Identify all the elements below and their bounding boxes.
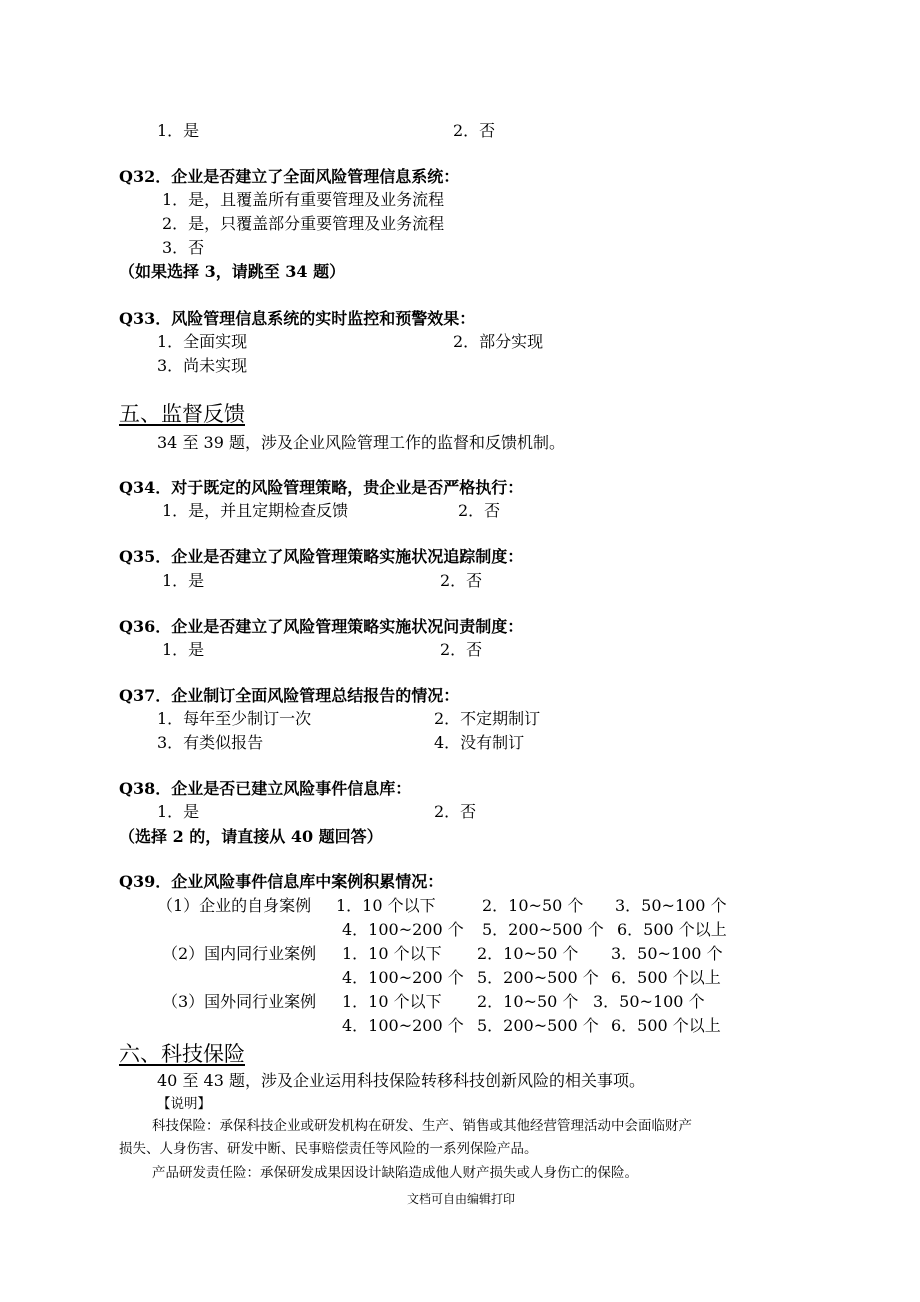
q36-option-1: 1．是 xyxy=(162,640,205,659)
q39-row-2-option-2: 2．10~50 个 xyxy=(477,944,579,963)
q38-option-2: 2．否 xyxy=(434,802,477,821)
q37-option-2: 2．不定期制订 xyxy=(434,709,541,728)
q33-option-2: 2．部分实现 xyxy=(453,332,544,351)
q35-option-1: 1．是 xyxy=(162,571,205,590)
section-6-note-label: 【说明】 xyxy=(157,1096,211,1112)
q32-note: （如果选择 3，请跳至 34 题） xyxy=(119,262,346,281)
q38-note: （选择 2 的，请直接从 40 题回答） xyxy=(119,827,383,846)
q39-row-2-option-3: 3．50~100 个 xyxy=(611,944,723,963)
section-6-heading: 六、科技保险 xyxy=(119,1042,245,1066)
q39-row-2-option-4: 4．100~200 个 xyxy=(342,968,464,987)
q34-option-2: 2．否 xyxy=(458,501,501,520)
q39-row-1-option-6: 6．500 个以上 xyxy=(617,920,727,939)
section-5-intro: 34 至 39 题，涉及企业风险管理工作的监督和反馈机制。 xyxy=(157,433,565,452)
section-6-paragraph-1b: 损失、人身伤害、研发中断、民事赔偿责任等风险的一系列保险产品。 xyxy=(119,1141,538,1157)
q36-title: Q36．企业是否建立了风险管理策略实施状况问责制度： xyxy=(119,617,524,636)
q39-row-1-option-1: 1．10 个以下 xyxy=(336,896,436,915)
q35-title: Q35．企业是否建立了风险管理策略实施状况追踪制度： xyxy=(119,547,524,566)
q31-option-1: 1．是 xyxy=(157,121,200,140)
q32-option-3: 3．否 xyxy=(162,238,205,257)
q35-option-2: 2．否 xyxy=(440,571,483,590)
q39-row-3-option-5: 5．200~500 个 xyxy=(477,1016,599,1035)
section-5-heading: 五、监督反馈 xyxy=(119,402,245,426)
q37-option-1: 1．每年至少制订一次 xyxy=(157,709,312,728)
q32-title: Q32．企业是否建立了全面风险管理信息系统： xyxy=(119,167,460,186)
section-6-paragraph-2: 产品研发责任险：承保研发成果因设计缺陷造成他人财产损失或人身伤亡的保险。 xyxy=(152,1165,638,1181)
q39-row-2-label: （2）国内同行业案例 xyxy=(162,944,317,963)
page-footer: 文档可自由编辑打印 xyxy=(407,1192,516,1206)
q38-option-1: 1．是 xyxy=(157,802,200,821)
q32-option-1: 1．是，且覆盖所有重要管理及业务流程 xyxy=(162,190,445,209)
q39-row-3-option-6: 6．500 个以上 xyxy=(611,1016,721,1035)
q37-option-3: 3．有类似报告 xyxy=(157,733,264,752)
q32-option-2: 2．是，只覆盖部分重要管理及业务流程 xyxy=(162,214,445,233)
q39-row-1-option-5: 5．200~500 个 xyxy=(482,920,604,939)
q39-row-3-option-1: 1．10 个以下 xyxy=(342,992,442,1011)
q33-title: Q33．风险管理信息系统的实时监控和预警效果： xyxy=(119,309,476,328)
q36-option-2: 2．否 xyxy=(440,640,483,659)
q34-option-1: 1．是，并且定期检查反馈 xyxy=(162,501,349,520)
q39-title: Q39．企业风险事件信息库中案例积累情况： xyxy=(119,872,444,891)
q34-title: Q34．对于既定的风险管理策略，贵企业是否严格执行： xyxy=(119,478,524,497)
q39-row-1-option-2: 2．10~50 个 xyxy=(482,896,584,915)
q31-option-2: 2．否 xyxy=(453,121,496,140)
q39-row-3-option-3: 3．50~100 个 xyxy=(593,992,705,1011)
q33-option-3: 3．尚未实现 xyxy=(157,356,248,375)
q39-row-3-option-4: 4．100~200 个 xyxy=(342,1016,464,1035)
q33-option-1: 1．全面实现 xyxy=(157,332,248,351)
q37-option-4: 4．没有制订 xyxy=(434,733,525,752)
q39-row-1-option-3: 3．50~100 个 xyxy=(615,896,727,915)
q37-title: Q37．企业制订全面风险管理总结报告的情况： xyxy=(119,686,460,705)
q39-row-2-option-6: 6．500 个以上 xyxy=(611,968,721,987)
section-6-intro: 40 至 43 题，涉及企业运用科技保险转移科技创新风险的相关事项。 xyxy=(157,1071,645,1090)
q39-row-2-option-5: 5．200~500 个 xyxy=(477,968,599,987)
q39-row-2-option-1: 1．10 个以下 xyxy=(342,944,442,963)
q39-row-3-option-2: 2．10~50 个 xyxy=(477,992,579,1011)
q39-row-1-option-4: 4．100~200 个 xyxy=(342,920,464,939)
section-6-paragraph-1a: 科技保险：承保科技企业或研发机构在研发、生产、销售或其他经营管理活动中会面临财产 xyxy=(152,1118,692,1134)
q39-row-3-label: （3）国外同行业案例 xyxy=(162,992,317,1011)
q38-title: Q38．企业是否已建立风险事件信息库： xyxy=(119,779,412,798)
q39-row-1-label: （1）企业的自身案例 xyxy=(157,896,312,915)
